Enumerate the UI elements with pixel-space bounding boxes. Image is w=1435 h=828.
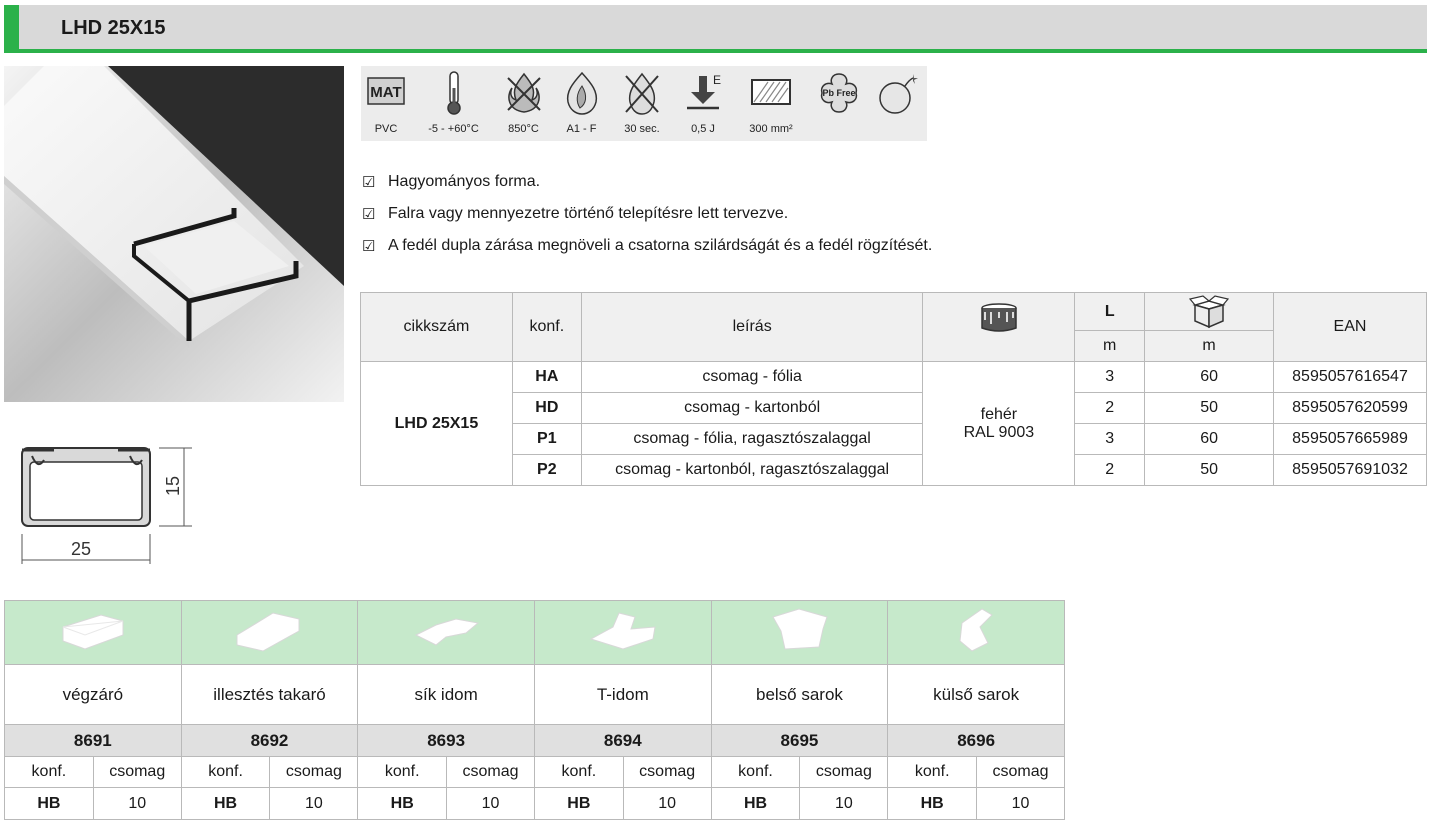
feature-text: A fedél dupla zárása megnöveli a csatorna szilárdságát és a fedél rögzítését.	[388, 237, 933, 254]
bomb-icon	[875, 70, 919, 116]
length-cell: 3	[1075, 424, 1145, 455]
pack-value: 10	[270, 788, 358, 820]
conf-header: konf.	[534, 757, 623, 788]
product-code: LHD 25X15	[361, 362, 513, 486]
accessory-code: 8694	[534, 725, 711, 757]
ean-cell: 8595057665989	[1274, 424, 1427, 455]
table-row	[361, 424, 1427, 455]
cross-section-drawing	[14, 438, 194, 568]
pack-header: csomag	[623, 757, 711, 788]
accessory-code: 8696	[888, 725, 1065, 757]
accessory-name: T-idom	[534, 665, 711, 725]
pack-value: 10	[447, 788, 535, 820]
conf-value: HB	[181, 788, 270, 820]
conf-header: konf.	[5, 757, 94, 788]
conf-value: HB	[358, 788, 447, 820]
accessory-header-row	[5, 757, 1065, 788]
conf-cell: P2	[512, 455, 581, 486]
flat-angle-image	[358, 601, 535, 665]
accessory-name: végzáró	[5, 665, 182, 725]
pack-header: csomag	[270, 757, 358, 788]
pack-cell: 60	[1145, 362, 1274, 393]
accessory-code-row	[5, 725, 1065, 757]
conf-header: konf.	[711, 757, 800, 788]
color-ral: RAL 9003	[963, 423, 1035, 441]
material-icon	[366, 70, 406, 110]
flammability-label: A1 - F	[566, 123, 597, 135]
pack-value: 10	[93, 788, 181, 820]
color-name: fehér	[980, 405, 1018, 423]
feature-item	[362, 204, 932, 236]
ean-cell: 8595057691032	[1274, 455, 1427, 486]
pack-cell: 60	[1145, 424, 1274, 455]
glow-wire-cell	[496, 66, 551, 141]
conf-header: konf.	[358, 757, 447, 788]
end-cap-image	[5, 601, 182, 665]
pack-value: 10	[623, 788, 711, 820]
accessory-name: külső sarok	[888, 665, 1065, 725]
accessory-code: 8693	[358, 725, 535, 757]
accessory-name: sík idom	[358, 665, 535, 725]
table-row	[361, 393, 1427, 424]
pack-cell: 50	[1145, 455, 1274, 486]
box-icon	[1189, 295, 1229, 329]
ean-cell: 8595057620599	[1274, 393, 1427, 424]
header-conf: konf.	[512, 293, 581, 362]
property-icon-strip	[361, 66, 927, 141]
ean-cell: 8595057616547	[1274, 362, 1427, 393]
header-color	[923, 293, 1075, 362]
cross-section-cell	[739, 66, 803, 141]
feature-item	[362, 236, 932, 268]
table-row	[361, 455, 1427, 486]
feature-text: Hagyományos forma.	[388, 173, 541, 190]
cross-section-icon	[748, 70, 794, 116]
pb-free-badge: Pb Free	[822, 88, 856, 98]
header-length: L	[1075, 293, 1145, 331]
glow-wire-icon	[502, 70, 546, 116]
outer-corner-image	[888, 601, 1065, 665]
product-photo	[4, 66, 344, 402]
desc-cell: csomag - fólia	[581, 362, 923, 393]
length-cell: 3	[1075, 362, 1145, 393]
pack-header: csomag	[93, 757, 181, 788]
pack-header: csomag	[977, 757, 1065, 788]
pb-free-cell	[813, 66, 865, 141]
desc-cell: csomag - kartonból, ragasztószalaggal	[581, 455, 923, 486]
burn-time-label: 30 sec.	[624, 123, 660, 135]
material-cell	[361, 66, 411, 141]
feature-item	[362, 172, 932, 204]
feature-text: Falra vagy mennyezetre történő telepítésre lett tervezve.	[388, 205, 789, 222]
accessory-code: 8692	[181, 725, 358, 757]
impact-label: 0,5 J	[691, 123, 715, 135]
spec-table	[360, 292, 1427, 486]
header-pack	[1145, 293, 1274, 331]
accessory-value-row	[5, 788, 1065, 820]
cross-section-label: 300 mm²	[749, 123, 793, 135]
header-desc: leírás	[581, 293, 923, 362]
material-label: PVC	[374, 123, 398, 135]
title-accent	[4, 5, 19, 53]
width-dimension: 25	[71, 539, 92, 559]
conf-value: HB	[888, 788, 977, 820]
page-title: LHD 25X15	[61, 17, 166, 39]
conf-value: HB	[711, 788, 800, 820]
temperature-cell	[416, 66, 491, 141]
table-row	[361, 362, 1427, 393]
glow-wire-label: 850°C	[508, 123, 539, 135]
material-badge: MAT	[370, 84, 402, 101]
length-cell: 2	[1075, 455, 1145, 486]
paint-can-icon	[979, 302, 1019, 334]
accessory-image-row	[5, 601, 1065, 665]
pack-value: 10	[800, 788, 888, 820]
accessory-code: 8691	[5, 725, 182, 757]
conf-value: HB	[5, 788, 94, 820]
flame-icon	[560, 70, 604, 116]
explosion-cell	[871, 66, 923, 141]
height-dimension: 15	[163, 475, 183, 496]
accessory-code: 8695	[711, 725, 888, 757]
feature-list	[362, 172, 932, 268]
accessories-table	[4, 600, 1065, 820]
conf-cell: P1	[512, 424, 581, 455]
header-pack-unit: m	[1145, 331, 1274, 362]
conf-header: konf.	[888, 757, 977, 788]
checkbox-icon: ☑	[362, 206, 376, 223]
header-length-unit: m	[1075, 331, 1145, 362]
title-bar	[4, 5, 1427, 53]
pack-header: csomag	[800, 757, 888, 788]
pb-free-icon	[816, 70, 862, 116]
pack-cell: 50	[1145, 393, 1274, 424]
impact-icon	[683, 70, 723, 116]
checkbox-icon: ☑	[362, 174, 376, 191]
color-cell	[923, 362, 1075, 486]
pack-value: 10	[977, 788, 1065, 820]
temperature-label: -5 - +60°C	[428, 123, 479, 135]
joint-cover-image	[181, 601, 358, 665]
conf-cell: HD	[512, 393, 581, 424]
desc-cell: csomag - kartonból	[581, 393, 923, 424]
flammability-cell	[554, 66, 609, 141]
conf-cell: HA	[512, 362, 581, 393]
impact-sup: E	[713, 73, 722, 87]
thermometer-icon	[439, 70, 469, 116]
pack-header: csomag	[447, 757, 535, 788]
checkbox-icon: ☑	[362, 238, 376, 255]
conf-value: HB	[534, 788, 623, 820]
burn-time-icon	[620, 70, 664, 116]
header-code: cikkszám	[361, 293, 513, 362]
t-piece-image	[534, 601, 711, 665]
conf-header: konf.	[181, 757, 270, 788]
accessory-name: belső sarok	[711, 665, 888, 725]
length-cell: 2	[1075, 393, 1145, 424]
desc-cell: csomag - fólia, ragasztószalaggal	[581, 424, 923, 455]
burn-time-cell	[613, 66, 671, 141]
accessory-name-row	[5, 665, 1065, 725]
header-ean: EAN	[1274, 293, 1427, 362]
inner-corner-image	[711, 601, 888, 665]
accessory-name: illesztés takaró	[181, 665, 358, 725]
impact-cell	[678, 66, 728, 141]
